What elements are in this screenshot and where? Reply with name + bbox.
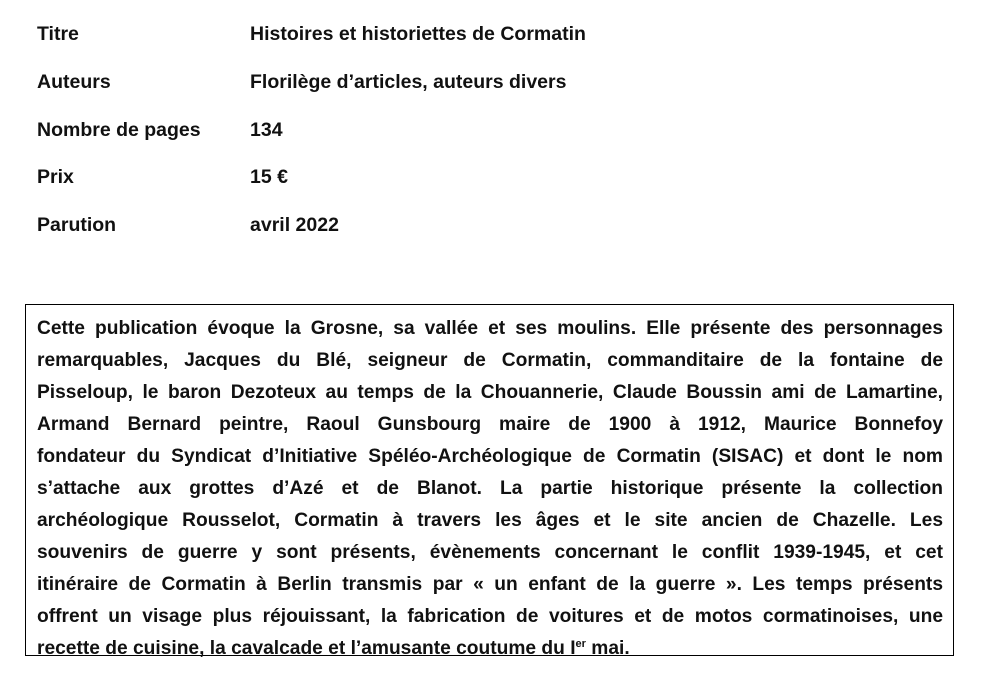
ordinal-superscript: er: [575, 638, 586, 650]
description-line: itinéraire de Cormatin à Berlin transmis par « un enfant de la guerre ». Les temps présents: [37, 574, 943, 595]
field-value: avril 2022: [250, 214, 339, 237]
field-label: Parution: [37, 214, 117, 237]
description-line: remarquables, Jacques du Blé, seigneur de Cormatin, commanditaire de la fontaine de: [37, 350, 943, 371]
description-line: Pisseloup, le baron Dezoteux au temps de la Chouannerie, Claude Boussin ami de Lamartine,: [37, 382, 943, 403]
description-line: archéologique Rousselot, Cormatin à travers les âges et le site ancien de Chazelle. Les: [37, 510, 943, 531]
field-value: 15 €: [250, 166, 288, 189]
description-text: [37, 313, 943, 665]
description-line: s’attache aux grottes d’Azé et de Blanot. La partie historique présente la collection: [37, 478, 943, 499]
description-line: offrent un visage plus réjouissant, la fabrication de voitures et de motos cormatinoises, une: [37, 606, 943, 627]
description-line-text: mai.: [585, 638, 630, 659]
description-box: [25, 304, 954, 659]
description-line: Armand Bernard peintre, Raoul Gunsbourg maire de 1900 à 1912, Maurice Bonnefoy: [37, 414, 943, 435]
field-label: Nombre de pages: [37, 118, 201, 141]
field-value: 134: [250, 118, 283, 141]
field-label: Titre: [37, 23, 79, 45]
description-line: Cette publication évoque la Grosne, sa vallée et ses moulins. Elle présente des personnages: [37, 318, 943, 339]
description-line-text: recette de cuisine, la cavalcade et l’amusante coutume du I: [37, 638, 576, 659]
description-line: souvenirs de guerre y sont présents, évènements concernant le conflit 1939-1945, et cet: [37, 542, 943, 563]
field-label: Prix: [37, 166, 74, 189]
description-line-last: [37, 633, 943, 665]
field-value: Histoires et historiettes de Cormatin: [250, 23, 586, 45]
field-value: Florilège d’articles, auteurs divers: [250, 70, 567, 93]
description-line: fondateur du Syndicat d’Initiative Spéléo-Archéologique de Cormatin (SISAC) et dont le nom: [37, 446, 943, 467]
field-label: Auteurs: [37, 70, 111, 93]
